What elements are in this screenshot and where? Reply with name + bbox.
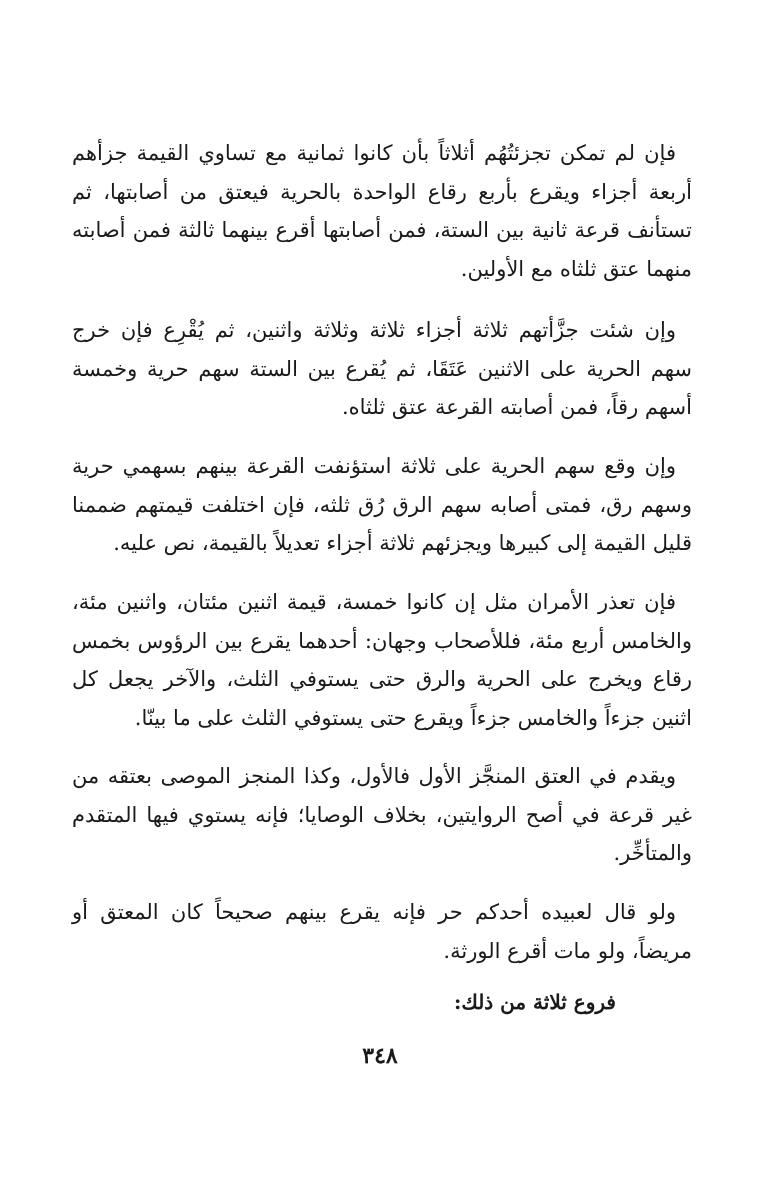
paragraph-3: وإن وقع سهم الحرية على ثلاثة استؤنفت القرعة بينهم بسهمي حرية وسهم رق، فمتى أصابه سهم الرق رُق ثلثه، فإن اختلفت قيمتهم ضممنا قليل القيمة إلى كبيرها ويجزئهم ثلاثة أجزاء تعديلاً بالقيمة، نص عليه. [72, 454, 692, 555]
paragraph-4: فإن تعذر الأمران مثل إن كانوا خمسة، قيمة اثنين مئتان، واثنين مئة، والخامس أربع مئة، فللأصحاب وجهان: أحدهما يقرع بين الرؤوس بخمس رقاع ويخرج على الحرية والرق حتى يستوفي الثلث، والآخر يجعل كل اثنين جزءاً والخامس جزءاً ويقرع حتى يستوفي الثلث على ما بينّا. [72, 590, 692, 730]
paragraph-2: وإن شئت جزَّأتهم ثلاثة أجزاء ثلاثة وثلاثة واثنين، ثم يُقْرِع فإن خرج سهم الحرية على الاثنين عَتَقَا، ثم يُقرع بين الستة سهم حرية وخمسة أسهم رقاً، فمن أصابته القرعة عتق ثلثاه. [72, 318, 692, 419]
paragraph-1: فإن لم تمكن تجزئتُهُم أثلاثاً بأن كانوا ثمانية مع تساوي القيمة جزأهم أربعة أجزاء ويقرع بأربع رقاع الواحدة بالحرية فيعتق من أصابتها، ثم تستأنف قرعة ثانية بين الستة، فمن أصابتها أقرع بينهما ثالثة فمن أصابته منهما عتق ثلثاه مع الأولين. [72, 141, 692, 281]
paragraph-5: ويقدم في العتق المنجَّز الأول فالأول، وكذا المنجز الموصى بعتقه من غير قرعة في أصح الروايتين، بخلاف الوصايا؛ فإنه يستوي فيها المتقدم والمتأخِّر. [72, 764, 692, 865]
paragraph-6: ولو قال لعبيده أحدكم حر فإنه يقرع بينهم صحيحاً كان المعتق أو مريضاً، ولو مات أقرع الورثة. [72, 900, 692, 963]
section-heading: فروع ثلاثة من ذلك: [453, 990, 616, 1014]
page-number: ٣٤٨ [362, 1043, 398, 1069]
